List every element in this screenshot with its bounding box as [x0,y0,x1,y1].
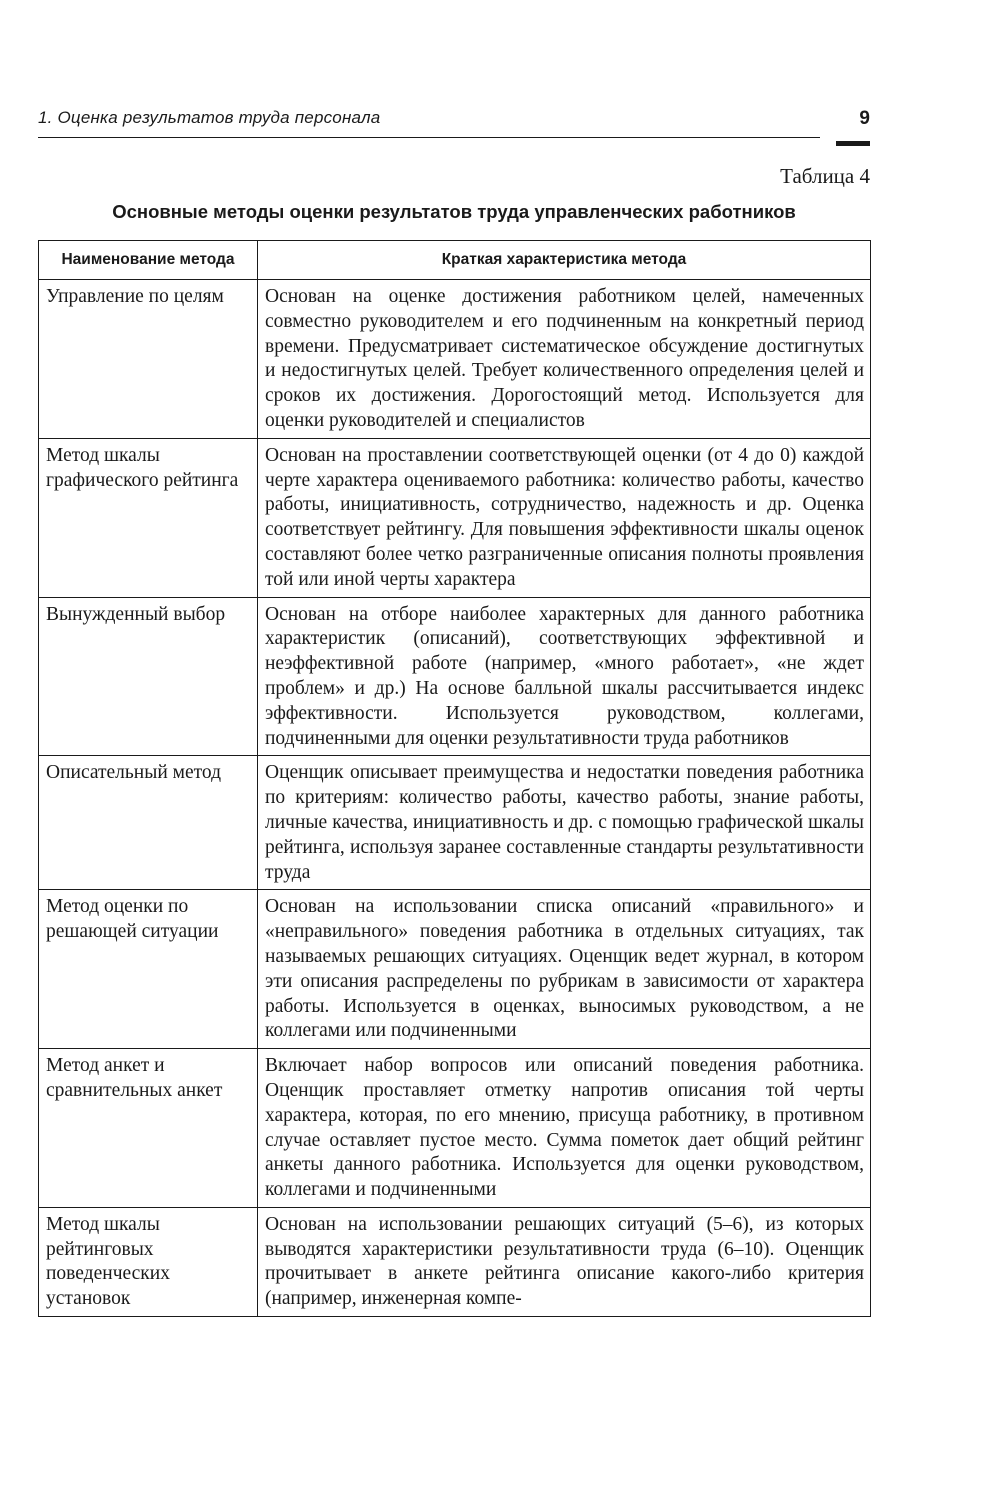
methods-table [38,240,871,1317]
table-label: Таблица 4 [780,164,870,188]
method-description-cell: Оценщик описывает преимущества и недостатки поведения работника по критериям: количество работы, качество работы, знание работы, личные качества, инициативность и др. с помощью графической шкалы рейтинга, используя заранее составленные стандарты результативности труда [258,756,871,890]
running-header: 1. Оценка результатов труда персонала [38,108,381,127]
method-name-cell: Метод оценки по решающей ситуации [39,890,258,1049]
method-description-cell: Основан на оценке достижения работником целей, намеченных совместно руководителем и его подчиненным на конкретный период времени. Предусматривает систематическое обсуждение достигнутых и недостигнутых целей. Требует количественного определения целей и сроков их достижения. Дорогостоящий метод. Используется для оценки руководителей и специалистов [258,280,871,439]
method-name-cell: Метод анкет и сравнительных анкет [39,1049,258,1208]
page-number: 9 [859,108,870,129]
table-row [39,280,871,439]
method-description-cell: Основан на проставлении соответствующей оценки (от 4 до 0) каждой черте характера оцениваемого работника: количество работы, качество работы, инициативность, сотрудничество, надежность и др. Оценка соответствует рейтингу. Для повышения эффективности шкалы оценок составляют более четко разграниченные описания полноты проявления той или иной черты характера [258,438,871,597]
table-row [39,756,871,890]
method-name-cell: Вынужденный выбор [39,597,258,756]
method-name-cell: Описательный метод [39,756,258,890]
table-title: Основные методы оценки результатов труда управленческих работников [112,201,796,222]
table-row [39,597,871,756]
method-name-cell: Метод шкалы рейтинговых поведенческих установок [39,1207,258,1316]
method-description-cell: Включает набор вопросов или описаний поведения работника. Оценщик проставляет отметку напротив описания той черты характера, которая, по его мнению, присуща работнику, в противном случае оставляет пустое место. Сумма пометок дает общий рейтинг анкеты данного работника. Используется для оценки руководством, коллегами и подчиненными [258,1049,871,1208]
method-description-cell: Основан на использовании решающих ситуаций (5–6), из которых выводятся характеристики результативности труда (6–10). Оценщик прочитывает в анкете рейтинга описание какого-либо критерия (например, инженерная компе- [258,1207,871,1316]
table-row [39,1207,871,1316]
method-name-cell: Метод шкалы графического рейтинга [39,438,258,597]
method-description-cell: Основан на отборе наиболее характерных для данного работника характеристик (описаний), соответствующих эффективной и неэффективной работе (например, «много работает», «не ждет проблем» и др.) На основе балльной шкалы рассчитывается индекс эффективности. Используется руководством, коллегами, подчиненными для оценки результативности труда работников [258,597,871,756]
column-header-method-description: Краткая характеристика метода [258,241,871,280]
column-header-method-name: Наименование метода [39,241,258,280]
table-row [39,438,871,597]
page-number-rule [836,141,870,146]
table-row [39,890,871,1049]
table-header-row [39,241,871,280]
table-row [39,1049,871,1208]
method-name-cell: Управление по целям [39,280,258,439]
header-rule [38,137,820,138]
method-description-cell: Основан на использовании списка описаний «правильного» и «неправильного» поведения работника в отдельных ситуациях, так называемых решающих ситуациях. Оценщик ведет журнал, в котором эти описания распределены по рубрикам в зависимости от характера работы. Используется в оценках, выносимых руководством, а не коллегами или подчиненными [258,890,871,1049]
